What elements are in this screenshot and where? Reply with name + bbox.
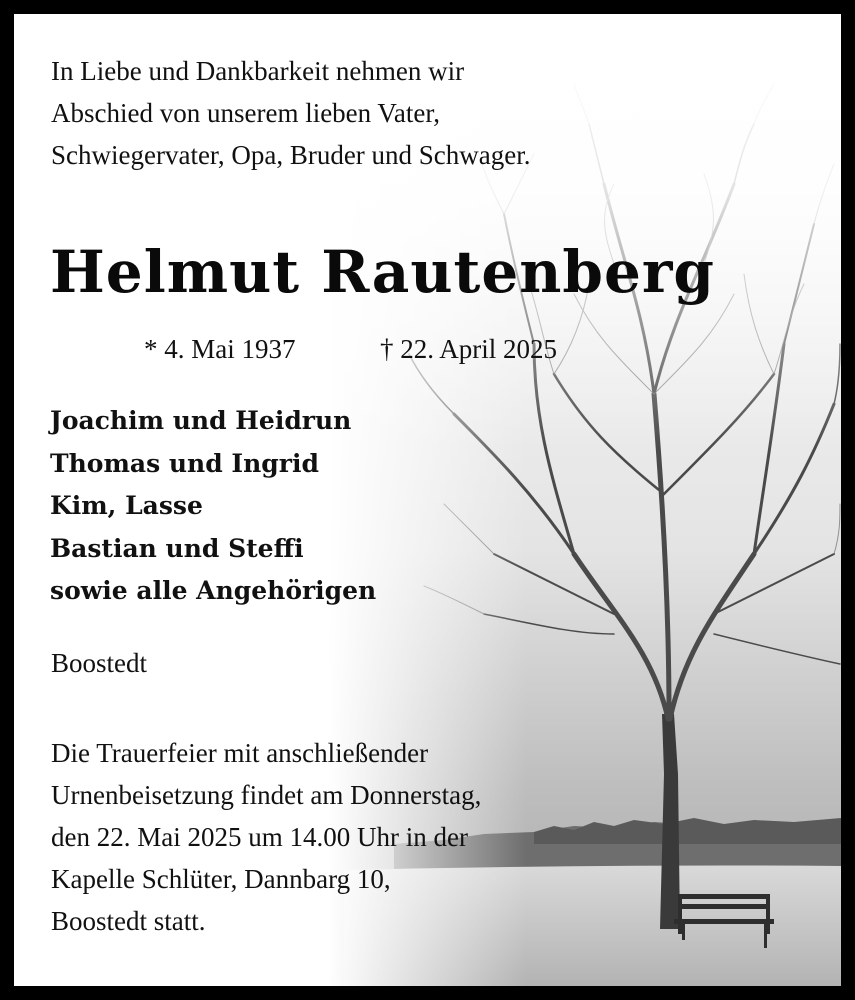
intro-line: Abschied von unserem lieben Vater, bbox=[51, 98, 441, 128]
deceased-name: Helmut Rautenberg bbox=[50, 238, 715, 306]
mourner-line: Bastian und Steffi bbox=[50, 533, 304, 563]
ceremony-info bbox=[51, 732, 481, 942]
place-name: Boostedt bbox=[51, 648, 148, 678]
mourner-line: sowie alle Angehörigen bbox=[50, 576, 377, 605]
mourner-line: Kim, Lasse bbox=[50, 491, 203, 520]
ceremony-line: den 22. Mai 2025 um 14.00 Uhr in der bbox=[51, 822, 468, 852]
mourner-line: Thomas und Ingrid bbox=[50, 448, 319, 478]
birth-date: * 4. Mai 1937 bbox=[144, 334, 296, 364]
intro-line: In Liebe und Dankbarkeit nehmen wir bbox=[51, 56, 465, 86]
mourners-list bbox=[50, 400, 376, 613]
ceremony-line: Kapelle Schlüter, Dannbarg 10, bbox=[51, 864, 391, 894]
mourner-line: Joachim und Heidrun bbox=[50, 406, 352, 435]
ceremony-line: Boostedt statt. bbox=[51, 906, 206, 936]
intro-line: Schwiegervater, Opa, Bruder und Schwager. bbox=[51, 140, 531, 170]
intro-text bbox=[51, 50, 531, 176]
ceremony-line: Die Trauerfeier mit anschließender bbox=[51, 738, 429, 768]
death-date: † 22. April 2025 bbox=[380, 334, 558, 364]
ceremony-line: Urnenbeisetzung findet am Donnerstag, bbox=[51, 780, 482, 810]
